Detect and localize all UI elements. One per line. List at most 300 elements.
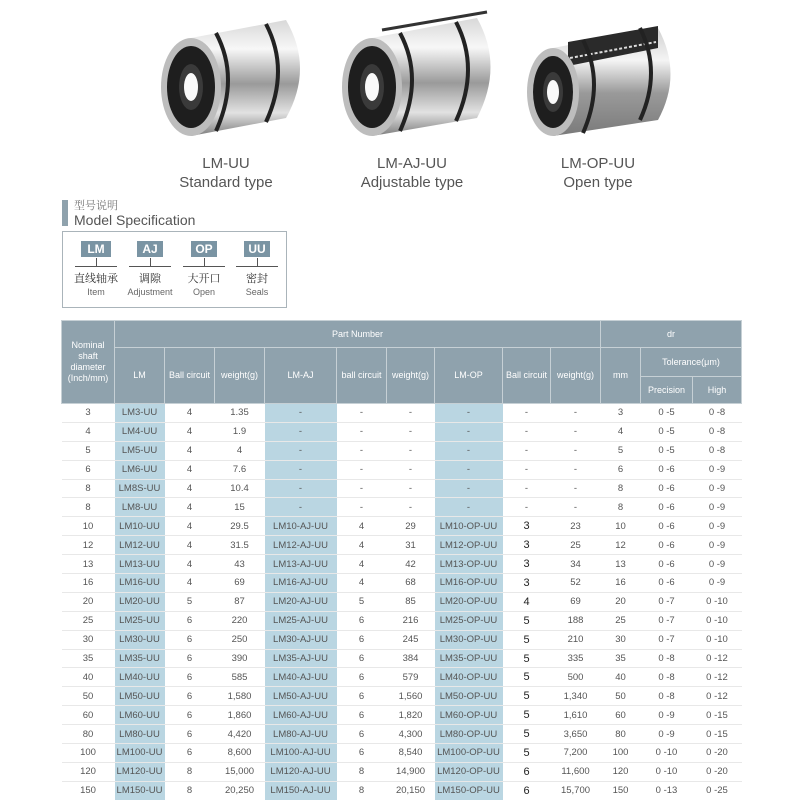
ball-circuit-cell: 4 <box>165 574 215 593</box>
mm-cell: 12 <box>601 536 641 555</box>
open-bearing-image <box>508 8 688 148</box>
precision-cell: 0 -6 <box>641 460 693 479</box>
weight-cell: 7.6 <box>215 460 265 479</box>
high-cell: 0 -15 <box>693 725 742 744</box>
table-row <box>62 630 742 649</box>
ball-circuit-cell: 4 <box>165 441 215 460</box>
ball-circuit-cell: 6 <box>337 725 387 744</box>
aj-part-cell: LM40-AJ-UU <box>265 668 337 687</box>
weight-cell: 1,820 <box>387 706 435 725</box>
ball-circuit-cell: - <box>337 404 387 423</box>
nominal-cell: 8 <box>62 498 115 517</box>
weight-cell: 25 <box>551 536 601 555</box>
weight-cell: 34 <box>551 555 601 574</box>
op-part-cell: LM30-OP-UU <box>435 630 503 649</box>
ball-circuit-cell: 5 <box>503 630 551 649</box>
aj-part-cell: LM35-AJ-UU <box>265 649 337 668</box>
nominal-cell: 120 <box>62 762 115 781</box>
weight-cell: 87 <box>215 592 265 611</box>
table-row <box>62 706 742 725</box>
lm-part-cell: LM150-UU <box>115 781 165 800</box>
weight-cell: 29 <box>387 517 435 536</box>
ball-circuit-cell: 6 <box>337 687 387 706</box>
lm-part-cell: LM10-UU <box>115 517 165 536</box>
table-row <box>62 460 742 479</box>
precision-cell: 0 -8 <box>641 649 693 668</box>
weight-cell: 3,650 <box>551 725 601 744</box>
high-cell: 0 -8 <box>693 404 742 423</box>
mm-cell: 60 <box>601 706 641 725</box>
op-part-cell: LM80-OP-UU <box>435 725 503 744</box>
table-row <box>62 611 742 630</box>
code-tag: OP <box>191 241 217 257</box>
header-weight: weight(g) <box>551 348 601 404</box>
op-part-cell: LM20-OP-UU <box>435 592 503 611</box>
ball-circuit-cell: 4 <box>165 555 215 574</box>
ball-circuit-cell: 5 <box>503 649 551 668</box>
nominal-cell: 13 <box>62 555 115 574</box>
precision-cell: 0 -10 <box>641 762 693 781</box>
weight-cell: 68 <box>387 574 435 593</box>
precision-cell: 0 -5 <box>641 422 693 441</box>
ball-circuit-cell: 5 <box>165 592 215 611</box>
weight-cell: 585 <box>215 668 265 687</box>
nominal-cell: 16 <box>62 574 115 593</box>
high-cell: 0 -20 <box>693 744 742 763</box>
op-part-cell: LM16-OP-UU <box>435 574 503 593</box>
nominal-cell: 8 <box>62 479 115 498</box>
precision-cell: 0 -6 <box>641 536 693 555</box>
op-part-cell: - <box>435 460 503 479</box>
op-part-cell: LM13-OP-UU <box>435 555 503 574</box>
ball-circuit-cell: 3 <box>503 555 551 574</box>
table-row <box>62 574 742 593</box>
precision-cell: 0 -6 <box>641 574 693 593</box>
product-lm-aj-uu <box>312 8 512 192</box>
aj-part-cell: - <box>265 460 337 479</box>
weight-cell: 52 <box>551 574 601 593</box>
lm-part-cell: LM35-UU <box>115 649 165 668</box>
weight-cell: 15 <box>215 498 265 517</box>
aj-part-cell: LM16-AJ-UU <box>265 574 337 593</box>
weight-cell: 15,700 <box>551 781 601 800</box>
weight-cell: 23 <box>551 517 601 536</box>
aj-part-cell: LM20-AJ-UU <box>265 592 337 611</box>
code-cn: 大开口 <box>187 273 221 285</box>
ball-circuit-cell: - <box>337 422 387 441</box>
weight-cell: 11,600 <box>551 762 601 781</box>
weight-cell: - <box>387 479 435 498</box>
aj-part-cell: - <box>265 479 337 498</box>
product-type: Adjustable type <box>360 174 464 191</box>
ball-circuit-cell: 4 <box>165 422 215 441</box>
weight-cell: - <box>551 460 601 479</box>
aj-part-cell: LM80-AJ-UU <box>265 725 337 744</box>
ball-circuit-cell: 5 <box>503 706 551 725</box>
spec-title-en: Model Specification <box>74 212 196 228</box>
aj-part-cell: - <box>265 441 337 460</box>
mm-cell: 3 <box>601 404 641 423</box>
ball-circuit-cell: 6 <box>165 630 215 649</box>
mm-cell: 40 <box>601 668 641 687</box>
aj-part-cell: LM13-AJ-UU <box>265 555 337 574</box>
code-en: Open <box>192 287 216 297</box>
header-high: High <box>693 377 742 404</box>
nominal-cell: 6 <box>62 460 115 479</box>
weight-cell: 1,610 <box>551 706 601 725</box>
ball-circuit-cell: - <box>503 460 551 479</box>
weight-cell: - <box>387 422 435 441</box>
code-cn: 密封 <box>246 273 268 285</box>
weight-cell: 69 <box>215 574 265 593</box>
table-row <box>62 536 742 555</box>
code-tag: UU <box>244 241 270 257</box>
weight-cell: 1.9 <box>215 422 265 441</box>
ball-circuit-cell: 6 <box>503 781 551 800</box>
precision-cell: 0 -8 <box>641 668 693 687</box>
precision-cell: 0 -5 <box>641 404 693 423</box>
high-cell: 0 -10 <box>693 630 742 649</box>
lm-part-cell: LM8-UU <box>115 498 165 517</box>
nominal-cell: 150 <box>62 781 115 800</box>
product-name: LM-AJ-UU <box>377 155 447 172</box>
aj-part-cell: LM120-AJ-UU <box>265 762 337 781</box>
lm-part-cell: LM20-UU <box>115 592 165 611</box>
high-cell: 0 -9 <box>693 517 742 536</box>
header-ball-circuit: Ball circuit <box>503 348 551 404</box>
op-part-cell: LM50-OP-UU <box>435 687 503 706</box>
weight-cell: 250 <box>215 630 265 649</box>
product-type: Standard type <box>179 174 273 191</box>
weight-cell: 31 <box>387 536 435 555</box>
ball-circuit-cell: 6 <box>337 649 387 668</box>
code-uu <box>232 240 282 297</box>
op-part-cell: LM40-OP-UU <box>435 668 503 687</box>
ball-circuit-cell: - <box>503 441 551 460</box>
mm-cell: 80 <box>601 725 641 744</box>
mm-cell: 35 <box>601 649 641 668</box>
mm-cell: 8 <box>601 479 641 498</box>
weight-cell: - <box>551 479 601 498</box>
weight-cell: - <box>387 498 435 517</box>
high-cell: 0 -9 <box>693 574 742 593</box>
weight-cell: 85 <box>387 592 435 611</box>
mm-cell: 150 <box>601 781 641 800</box>
table-row <box>62 781 742 800</box>
high-cell: 0 -25 <box>693 781 742 800</box>
ball-circuit-cell: 5 <box>503 725 551 744</box>
mm-cell: 13 <box>601 555 641 574</box>
product-lm-uu <box>126 8 326 192</box>
high-cell: 0 -9 <box>693 536 742 555</box>
ball-circuit-cell: - <box>337 479 387 498</box>
aj-part-cell: LM100-AJ-UU <box>265 744 337 763</box>
weight-cell: 69 <box>551 592 601 611</box>
weight-cell: 1.35 <box>215 404 265 423</box>
op-part-cell: LM25-OP-UU <box>435 611 503 630</box>
nominal-cell: 35 <box>62 649 115 668</box>
weight-cell: 43 <box>215 555 265 574</box>
linear-bearing-image <box>136 8 316 148</box>
lm-part-cell: LM50-UU <box>115 687 165 706</box>
ball-circuit-cell: 3 <box>503 536 551 555</box>
op-part-cell: LM35-OP-UU <box>435 649 503 668</box>
weight-cell: 500 <box>551 668 601 687</box>
mm-cell: 8 <box>601 498 641 517</box>
ball-circuit-cell: - <box>337 441 387 460</box>
nominal-cell: 50 <box>62 687 115 706</box>
code-op <box>179 240 229 297</box>
ball-circuit-cell: - <box>503 498 551 517</box>
precision-cell: 0 -7 <box>641 611 693 630</box>
ball-circuit-cell: 8 <box>337 762 387 781</box>
precision-cell: 0 -7 <box>641 630 693 649</box>
aj-part-cell: LM50-AJ-UU <box>265 687 337 706</box>
table-row <box>62 441 742 460</box>
high-cell: 0 -9 <box>693 479 742 498</box>
op-part-cell: - <box>435 498 503 517</box>
weight-cell: 15,000 <box>215 762 265 781</box>
table-row <box>62 555 742 574</box>
ball-circuit-cell: 5 <box>503 611 551 630</box>
mm-cell: 30 <box>601 630 641 649</box>
ball-circuit-cell: 4 <box>165 460 215 479</box>
high-cell: 0 -9 <box>693 460 742 479</box>
table-row <box>62 592 742 611</box>
lm-part-cell: LM60-UU <box>115 706 165 725</box>
high-cell: 0 -12 <box>693 687 742 706</box>
ball-circuit-cell: 6 <box>165 611 215 630</box>
aj-part-cell: LM12-AJ-UU <box>265 536 337 555</box>
code-aj <box>125 240 175 297</box>
ball-circuit-cell: 4 <box>165 479 215 498</box>
code-tag: AJ <box>137 241 163 257</box>
ball-circuit-cell: 6 <box>337 611 387 630</box>
table-row <box>62 479 742 498</box>
header-mm: mm <box>601 348 641 404</box>
ball-circuit-cell: 4 <box>337 574 387 593</box>
lm-part-cell: LM40-UU <box>115 668 165 687</box>
weight-cell: 579 <box>387 668 435 687</box>
lm-part-cell: LM16-UU <box>115 574 165 593</box>
weight-cell: - <box>551 498 601 517</box>
nominal-cell: 30 <box>62 630 115 649</box>
ball-circuit-cell: 4 <box>165 404 215 423</box>
mm-cell: 50 <box>601 687 641 706</box>
header-weight: weight(g) <box>387 348 435 404</box>
nominal-cell: 12 <box>62 536 115 555</box>
header-ball-circuit: ball circuit <box>337 348 387 404</box>
weight-cell: - <box>551 422 601 441</box>
high-cell: 0 -20 <box>693 762 742 781</box>
nominal-cell: 25 <box>62 611 115 630</box>
precision-cell: 0 -6 <box>641 498 693 517</box>
ball-circuit-cell: 6 <box>165 687 215 706</box>
table-row <box>62 517 742 536</box>
product-name: LM-OP-UU <box>560 155 636 172</box>
high-cell: 0 -8 <box>693 422 742 441</box>
weight-cell: 1,860 <box>215 706 265 725</box>
weight-cell: 390 <box>215 649 265 668</box>
lm-part-cell: LM80-UU <box>115 725 165 744</box>
aj-part-cell: LM150-AJ-UU <box>265 781 337 800</box>
weight-cell: 29.5 <box>215 517 265 536</box>
weight-cell: 210 <box>551 630 601 649</box>
header-dr: dr <box>601 321 742 348</box>
ball-circuit-cell: 3 <box>503 517 551 536</box>
ball-circuit-cell: 4 <box>337 536 387 555</box>
model-spec-box <box>62 231 287 308</box>
lm-part-cell: LM8S-UU <box>115 479 165 498</box>
op-part-cell: - <box>435 404 503 423</box>
ball-circuit-cell: 5 <box>503 668 551 687</box>
op-part-cell: LM120-OP-UU <box>435 762 503 781</box>
weight-cell: 8,540 <box>387 744 435 763</box>
table-row <box>62 762 742 781</box>
ball-circuit-cell: 6 <box>165 668 215 687</box>
precision-cell: 0 -5 <box>641 441 693 460</box>
header-part-number: Part Number <box>115 321 601 348</box>
section-marker <box>62 200 68 226</box>
op-part-cell: LM60-OP-UU <box>435 706 503 725</box>
table-row <box>62 649 742 668</box>
nominal-cell: 20 <box>62 592 115 611</box>
high-cell: 0 -9 <box>693 555 742 574</box>
nominal-cell: 60 <box>62 706 115 725</box>
lm-part-cell: LM12-UU <box>115 536 165 555</box>
op-part-cell: LM150-OP-UU <box>435 781 503 800</box>
ball-circuit-cell: 6 <box>337 668 387 687</box>
header-ball-circuit: Ball circuit <box>165 348 215 404</box>
ball-circuit-cell: 6 <box>337 706 387 725</box>
table-row <box>62 744 742 763</box>
nominal-cell: 5 <box>62 441 115 460</box>
code-en: Seals <box>245 287 269 297</box>
table-row <box>62 498 742 517</box>
high-cell: 0 -8 <box>693 441 742 460</box>
header-tolerance: Tolerance(μm) <box>641 348 742 377</box>
adjustable-bearing-image <box>322 8 502 148</box>
ball-circuit-cell: - <box>337 460 387 479</box>
mm-cell: 6 <box>601 460 641 479</box>
table-row <box>62 404 742 423</box>
precision-cell: 0 -6 <box>641 517 693 536</box>
weight-cell: 20,250 <box>215 781 265 800</box>
precision-cell: 0 -8 <box>641 687 693 706</box>
ball-circuit-cell: 6 <box>337 630 387 649</box>
code-cn: 直线轴承 <box>74 273 118 285</box>
weight-cell: 335 <box>551 649 601 668</box>
weight-cell: - <box>387 460 435 479</box>
high-cell: 0 -9 <box>693 498 742 517</box>
aj-part-cell: LM30-AJ-UU <box>265 630 337 649</box>
high-cell: 0 -15 <box>693 706 742 725</box>
high-cell: 0 -10 <box>693 611 742 630</box>
weight-cell: 31.5 <box>215 536 265 555</box>
mm-cell: 16 <box>601 574 641 593</box>
precision-cell: 0 -9 <box>641 706 693 725</box>
weight-cell: 4 <box>215 441 265 460</box>
header-nominal: Nominal shaft diameter (Inch/mm) <box>62 321 115 404</box>
precision-cell: 0 -13 <box>641 781 693 800</box>
precision-cell: 0 -6 <box>641 555 693 574</box>
ball-circuit-cell: 6 <box>165 706 215 725</box>
lm-part-cell: LM5-UU <box>115 441 165 460</box>
ball-circuit-cell: 5 <box>337 592 387 611</box>
spec-table <box>61 320 742 800</box>
weight-cell: 220 <box>215 611 265 630</box>
header-lm-op: LM-OP <box>435 348 503 404</box>
weight-cell: 10.4 <box>215 479 265 498</box>
mm-cell: 25 <box>601 611 641 630</box>
ball-circuit-cell: 6 <box>165 725 215 744</box>
ball-circuit-cell: 5 <box>503 744 551 763</box>
weight-cell: 14,900 <box>387 762 435 781</box>
ball-circuit-cell: 6 <box>165 649 215 668</box>
ball-circuit-cell: - <box>503 422 551 441</box>
op-part-cell: - <box>435 441 503 460</box>
weight-cell: - <box>551 441 601 460</box>
ball-circuit-cell: 4 <box>337 517 387 536</box>
ball-circuit-cell: 8 <box>337 781 387 800</box>
nominal-cell: 10 <box>62 517 115 536</box>
weight-cell: 245 <box>387 630 435 649</box>
weight-cell: 7,200 <box>551 744 601 763</box>
mm-cell: 10 <box>601 517 641 536</box>
nominal-cell: 100 <box>62 744 115 763</box>
lm-part-cell: LM4-UU <box>115 422 165 441</box>
mm-cell: 5 <box>601 441 641 460</box>
ball-circuit-cell: 8 <box>165 762 215 781</box>
lm-part-cell: LM25-UU <box>115 611 165 630</box>
code-en: Item <box>87 287 105 297</box>
aj-part-cell: LM25-AJ-UU <box>265 611 337 630</box>
weight-cell: 20,150 <box>387 781 435 800</box>
op-part-cell: - <box>435 422 503 441</box>
ball-circuit-cell: - <box>503 479 551 498</box>
lm-part-cell: LM100-UU <box>115 744 165 763</box>
lm-part-cell: LM6-UU <box>115 460 165 479</box>
high-cell: 0 -12 <box>693 649 742 668</box>
table-row <box>62 725 742 744</box>
mm-cell: 100 <box>601 744 641 763</box>
table-row <box>62 668 742 687</box>
code-lm <box>71 240 121 297</box>
weight-cell: - <box>387 404 435 423</box>
nominal-cell: 40 <box>62 668 115 687</box>
ball-circuit-cell: 6 <box>337 744 387 763</box>
op-part-cell: LM12-OP-UU <box>435 536 503 555</box>
ball-circuit-cell: 3 <box>503 574 551 593</box>
mm-cell: 4 <box>601 422 641 441</box>
nominal-cell: 80 <box>62 725 115 744</box>
ball-circuit-cell: 4 <box>165 517 215 536</box>
ball-circuit-cell: 4 <box>165 536 215 555</box>
precision-cell: 0 -6 <box>641 479 693 498</box>
aj-part-cell: - <box>265 498 337 517</box>
weight-cell: 42 <box>387 555 435 574</box>
aj-part-cell: - <box>265 422 337 441</box>
aj-part-cell: LM60-AJ-UU <box>265 706 337 725</box>
lm-part-cell: LM3-UU <box>115 404 165 423</box>
aj-part-cell: - <box>265 404 337 423</box>
weight-cell: 216 <box>387 611 435 630</box>
weight-cell: 4,300 <box>387 725 435 744</box>
ball-circuit-cell: - <box>337 498 387 517</box>
code-tag: LM <box>81 241 111 257</box>
ball-circuit-cell: - <box>503 404 551 423</box>
table-row <box>62 422 742 441</box>
